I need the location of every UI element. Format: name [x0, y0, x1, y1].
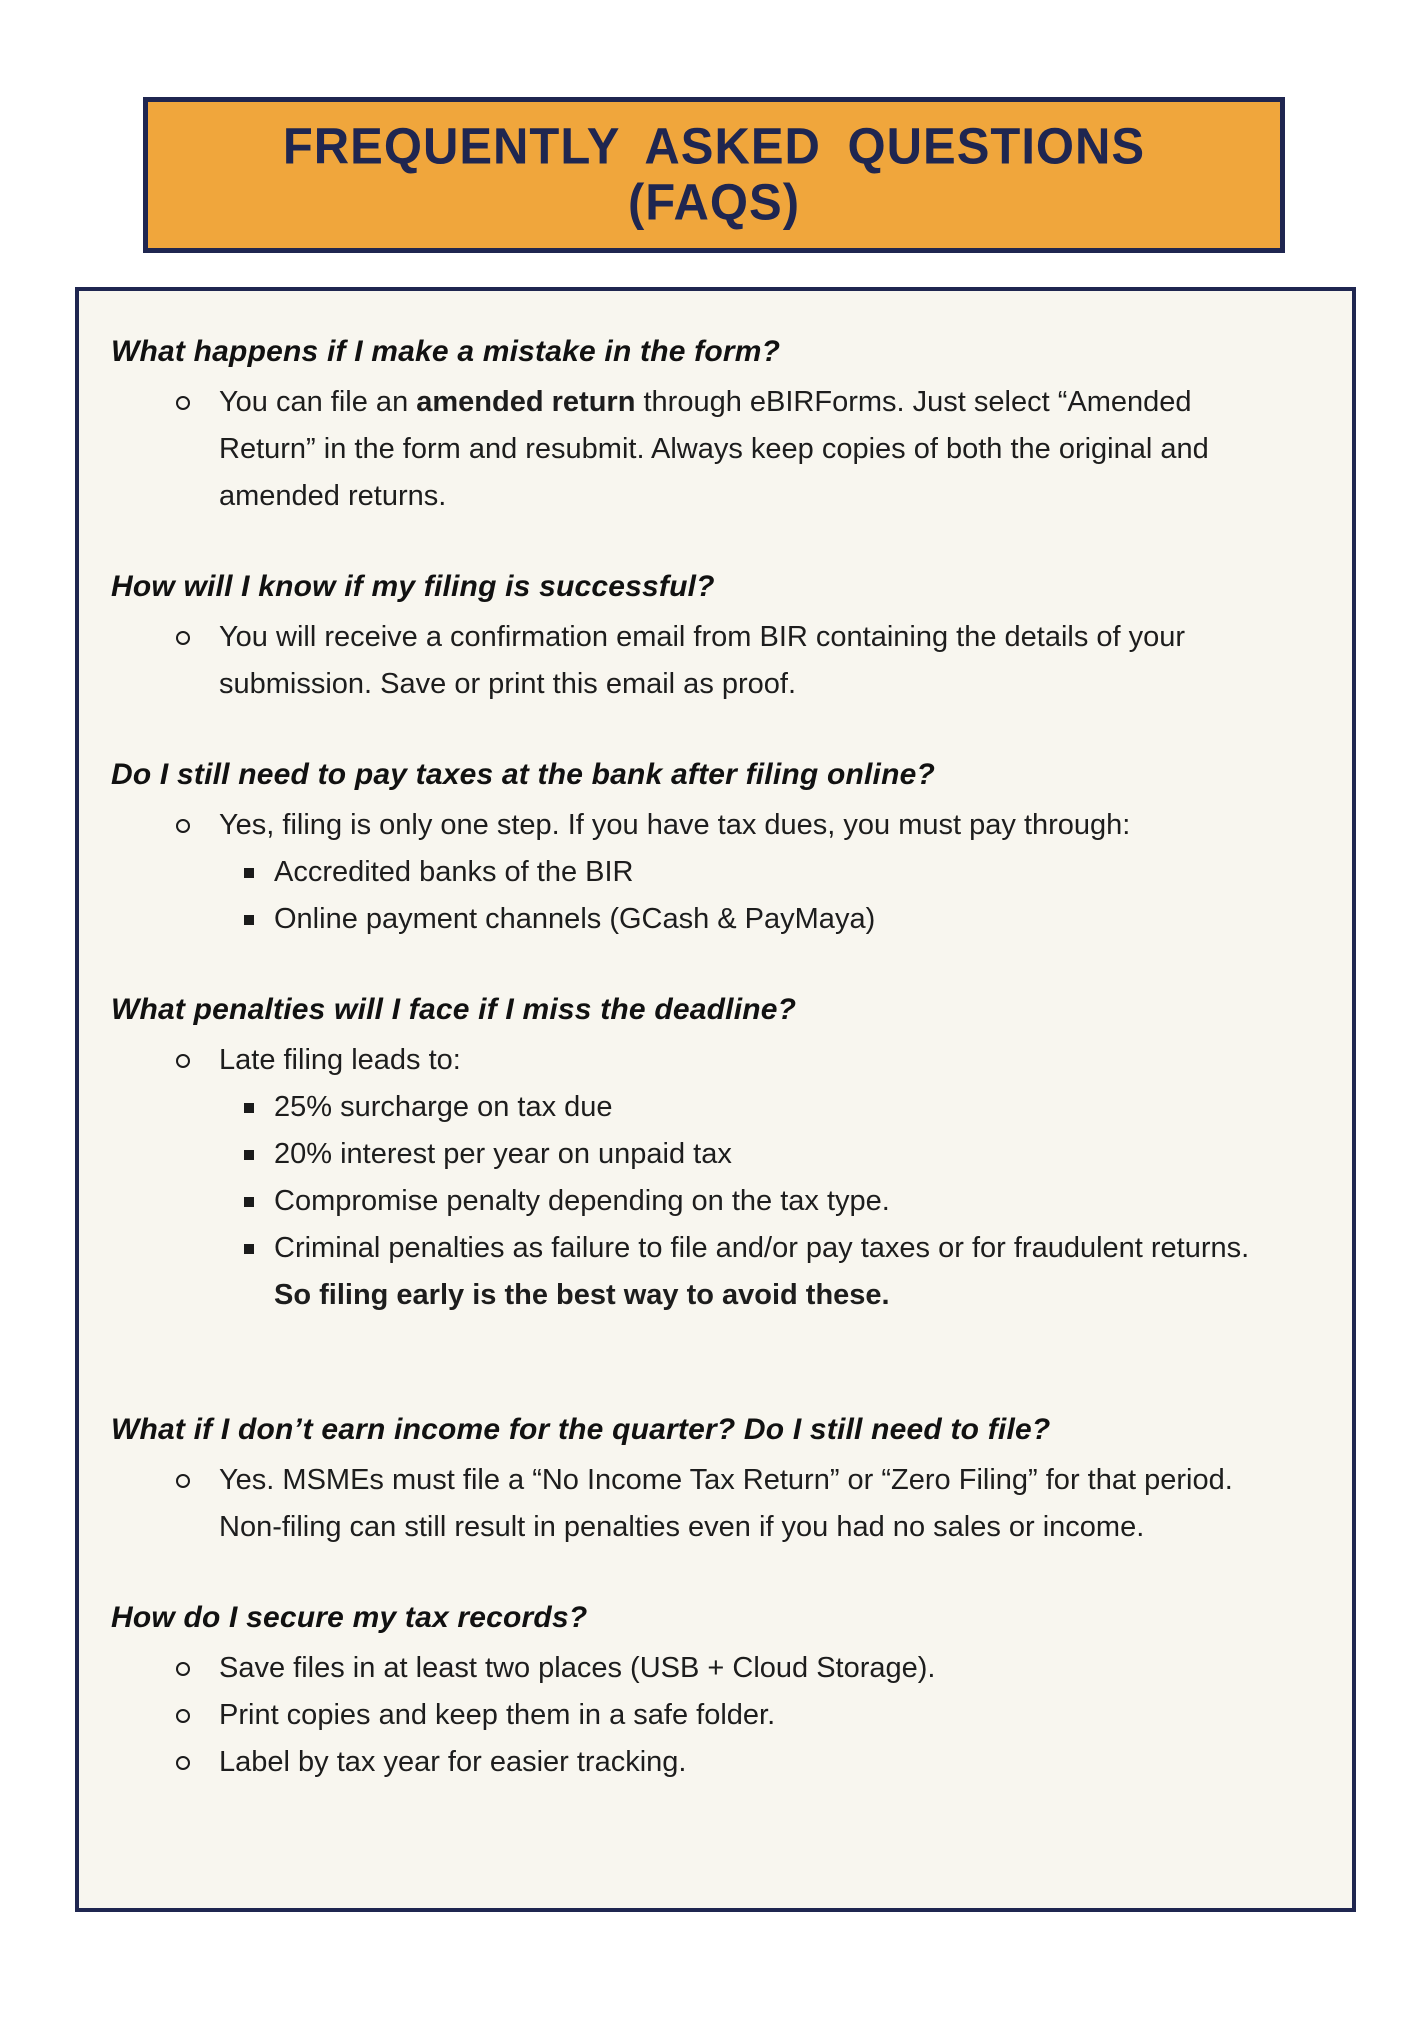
faq-section [111, 1595, 1312, 1786]
square-bullet-icon [244, 1103, 254, 1113]
text-segment: Yes, filing is only one step. If you have tax dues, you must pay through: [219, 809, 1131, 841]
faq-answer-list [111, 1457, 1312, 1551]
faq-answer-text [219, 1652, 936, 1684]
text-segment: Label by tax year for easier tracking. [219, 1746, 687, 1778]
text-segment: Accredited banks of the BIR [274, 856, 634, 888]
faq-section [111, 1407, 1312, 1551]
text-segment: Yes. MSMEs must file a “No Income Tax Return” or “Zero Filing” for that period. Non-filing can still result in penalties even if you had no sales or income. [219, 1464, 1233, 1543]
faq-answer-item [111, 379, 1252, 520]
faq-sub-text [274, 903, 875, 935]
faq-answer-text [219, 1699, 775, 1731]
text-segment: You can file an [219, 386, 417, 418]
circle-bullet-icon [176, 819, 190, 833]
faq-answer-text [219, 1044, 461, 1076]
page-title-line2: (FAQS) [627, 174, 801, 232]
faq-answer-item [111, 1645, 1252, 1692]
text-segment: through eBIRForms. Just select “Amended Return” in the form and resubmit. Always keep copies of both the original and amended returns. [219, 386, 1209, 512]
faq-question: What penalties will I face if I miss the deadline? [111, 993, 797, 1026]
faq-sub-text [274, 1232, 1249, 1311]
circle-bullet-icon [176, 396, 190, 410]
circle-bullet-icon [176, 1474, 190, 1488]
text-segment: Online payment channels (GCash & PayMaya) [274, 903, 876, 935]
text-segment: You will receive a confirmation email from BIR containing the details of your submission. Save or print this email as proof. [219, 621, 1186, 700]
faq-answer-text [219, 386, 1209, 512]
faq-answer-text [219, 621, 1185, 700]
faq-sub-text [274, 856, 633, 888]
faq-answer-list [111, 802, 1312, 943]
square-bullet-icon [244, 1150, 254, 1160]
faq-banner [143, 97, 1285, 253]
text-segment: Save files in at least two places (USB + Cloud Storage). [219, 1652, 936, 1684]
text-segment: Compromise penalty depending on the tax type. [274, 1185, 890, 1217]
faq-answer-item [111, 802, 1252, 943]
faq-section [111, 752, 1312, 943]
faq-answer-item [111, 1739, 1252, 1786]
faq-sub-text [274, 1185, 890, 1217]
circle-bullet-icon [176, 1709, 190, 1723]
square-bullet-icon [244, 1244, 254, 1254]
faq-sub-item [219, 849, 1292, 896]
faq-answer-text [219, 1746, 686, 1778]
square-bullet-icon [244, 915, 254, 925]
faq-sub-item [219, 1131, 1292, 1178]
faq-question: What happens if I make a mistake in the form? [111, 335, 781, 368]
square-bullet-icon [244, 868, 254, 878]
faq-sub-item [219, 1178, 1292, 1225]
text-segment: amended return [416, 386, 636, 418]
faq-answer-item [111, 614, 1252, 708]
faq-sub-item [219, 1084, 1292, 1131]
circle-bullet-icon [176, 631, 190, 645]
faq-section [111, 564, 1312, 708]
faq-sub-list [219, 1084, 1292, 1319]
faq-box [75, 287, 1356, 1912]
faq-question: Do I still need to pay taxes at the bank after filing online? [111, 758, 936, 791]
circle-bullet-icon [176, 1662, 190, 1676]
faq-sub-item [219, 1225, 1292, 1319]
text-segment: Print copies and keep them in a safe folder. [219, 1699, 776, 1731]
circle-bullet-icon [176, 1054, 190, 1068]
faq-sub-text [274, 1091, 613, 1123]
faq-answer-text [219, 809, 1130, 841]
faq-question: What if I don’t earn income for the quarter? Do I still need to file? [111, 1413, 1051, 1446]
faq-answer-list [111, 1645, 1312, 1786]
square-bullet-icon [244, 1197, 254, 1207]
text-segment: So filing early is the best way to avoid these. [274, 1279, 890, 1311]
faq-answer-item [111, 1692, 1252, 1739]
faq-question: How will I know if my filing is successful? [111, 570, 715, 603]
faq-answer-text [219, 1464, 1233, 1543]
faq-answer-list [111, 1037, 1312, 1319]
faq-sub-text [274, 1138, 732, 1170]
faq-answer-list [111, 379, 1312, 520]
text-segment: 25% surcharge on tax due [274, 1091, 613, 1123]
text-segment: Criminal penalties as failure to file and/or pay taxes or for fraudulent returns. [274, 1232, 1250, 1264]
faq-answer-item [111, 1457, 1252, 1551]
text-segment: Late filing leads to: [219, 1044, 461, 1076]
faq-answer-item [111, 1037, 1252, 1319]
faq-question: How do I secure my tax records? [111, 1601, 588, 1634]
faq-sub-item [219, 896, 1292, 943]
faq-answer-list [111, 614, 1312, 708]
faq-section [111, 329, 1312, 520]
circle-bullet-icon [176, 1756, 190, 1770]
page-title-line1: FREQUENTLY ASKED QUESTIONS [282, 118, 1146, 176]
faq-sub-list [219, 849, 1292, 943]
faq-section [111, 987, 1312, 1319]
text-segment: 20% interest per year on unpaid tax [274, 1138, 732, 1170]
